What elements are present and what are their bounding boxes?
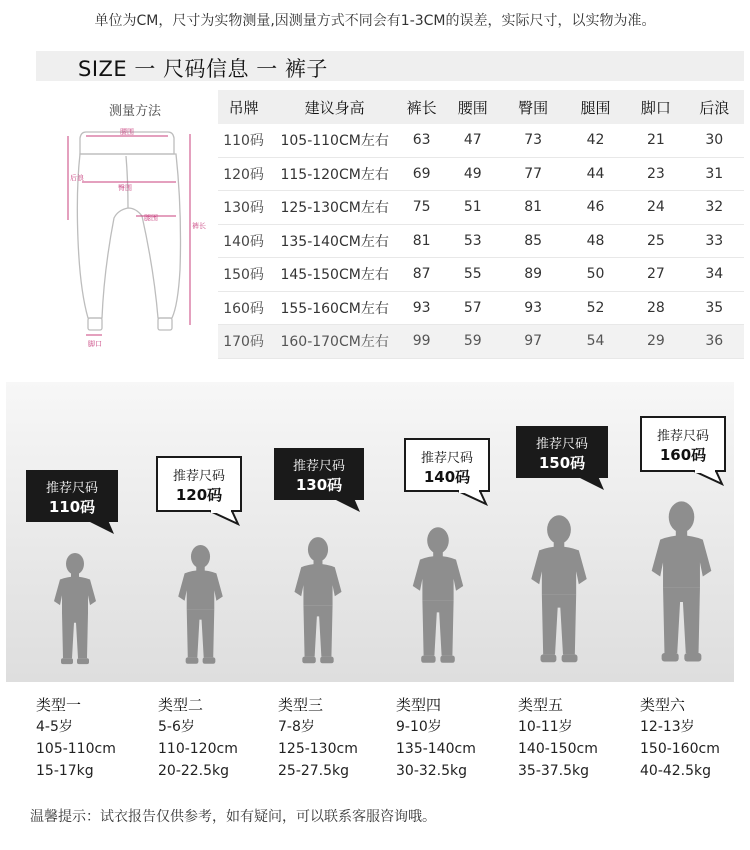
size-table-cell: 130码 — [218, 191, 269, 225]
size-table-cell: 52 — [564, 291, 627, 325]
pants-diagram-svg — [58, 120, 208, 350]
type-height: 125-130cm — [278, 741, 358, 757]
type-height: 135-140cm — [396, 741, 476, 757]
size-table-cell: 54 — [564, 325, 627, 359]
bubble-label: 推荐尺码 — [45, 481, 98, 496]
header-length: 裤长 — [400, 90, 443, 124]
type-age: 7-8岁 — [278, 719, 315, 735]
size-table-cell: 81 — [502, 191, 563, 225]
recommended-size-bubble — [156, 456, 242, 512]
bubble-tail — [576, 476, 606, 492]
size-table-cell: 29 — [627, 325, 684, 359]
bubble-tail — [332, 498, 362, 514]
pants-diagram — [58, 120, 208, 350]
size-table-cell: 81 — [400, 224, 443, 258]
size-table-cell: 48 — [564, 224, 627, 258]
size-table-cell: 145-150CM左右 — [269, 258, 400, 292]
size-table-cell: 89 — [502, 258, 563, 292]
size-table-cell: 46 — [564, 191, 627, 225]
type-height: 140-150cm — [518, 741, 598, 757]
recommended-size-bubble — [516, 426, 608, 478]
type-name: 类型一 — [36, 696, 82, 714]
size-table-cell: 23 — [627, 157, 684, 191]
size-table-cell: 77 — [502, 157, 563, 191]
child-silhouette — [408, 526, 468, 670]
type-name: 类型六 — [640, 696, 686, 714]
measurement-note: 单位为CM，尺寸为实物测量,因测量方式不同会有1-3CM的误差，实际尺寸，以实物为准。 — [94, 13, 656, 29]
type-height: 105-110cm — [36, 741, 116, 757]
bubble-tail — [694, 470, 724, 486]
rise-label: 后浪 — [70, 174, 84, 182]
size-table-cell: 160码 — [218, 291, 269, 325]
type-info — [278, 694, 398, 782]
bubble-tail — [458, 490, 488, 506]
size-table-cell: 75 — [400, 191, 443, 225]
type-weight: 15-17kg — [36, 763, 94, 779]
size-table-cell: 32 — [685, 191, 744, 225]
cuff-label: 脚口 — [88, 340, 102, 348]
size-table-cell: 155-160CM左右 — [269, 291, 400, 325]
child-silhouette — [50, 552, 100, 670]
type-weight: 40-42.5kg — [640, 763, 712, 779]
recommended-size-bubble — [274, 448, 364, 500]
child-silhouette — [646, 500, 717, 670]
size-table-header-row — [218, 90, 744, 124]
size-table-row — [218, 258, 744, 292]
size-table-cell: 30 — [685, 124, 744, 157]
size-title: SIZE 一 尺码信息 一 裤子 — [78, 57, 328, 81]
type-name: 类型四 — [396, 696, 442, 714]
type-info — [518, 694, 638, 782]
size-table-cell: 69 — [400, 157, 443, 191]
type-name: 类型五 — [518, 696, 564, 714]
size-table-cell: 28 — [627, 291, 684, 325]
size-table-cell: 85 — [502, 224, 563, 258]
measure-method-label: 测量方法 — [108, 104, 161, 119]
size-table-row — [218, 224, 744, 258]
header-height: 建议身高 — [269, 90, 400, 124]
type-weight: 35-37.5kg — [518, 763, 590, 779]
size-table-row — [218, 325, 744, 359]
header-rise: 后浪 — [685, 90, 744, 124]
hip-label: 臀围 — [118, 184, 132, 192]
size-table-cell: 140码 — [218, 224, 269, 258]
waist-label: 腰围 — [120, 128, 134, 136]
recommended-size-bubble — [404, 438, 490, 492]
type-weight: 30-32.5kg — [396, 763, 468, 779]
child-silhouette — [526, 514, 592, 670]
header-hip: 臀围 — [502, 90, 563, 124]
size-table-cell: 27 — [627, 258, 684, 292]
size-table-cell: 49 — [443, 157, 502, 191]
header-cuff: 脚口 — [627, 90, 684, 124]
size-table-cell: 110码 — [218, 124, 269, 157]
type-info — [158, 694, 278, 782]
bubble-size: 140码 — [423, 468, 471, 486]
size-table-row — [218, 191, 744, 225]
type-height: 110-120cm — [158, 741, 238, 757]
size-table-cell: 31 — [685, 157, 744, 191]
size-table-cell: 51 — [443, 191, 502, 225]
size-table-cell: 34 — [685, 258, 744, 292]
thigh-label: 腿围 — [144, 214, 158, 222]
size-table-cell: 33 — [685, 224, 744, 258]
type-age: 12-13岁 — [640, 719, 695, 735]
size-table-cell: 160-170CM左右 — [269, 325, 400, 359]
size-table-cell: 99 — [400, 325, 443, 359]
size-table-cell: 93 — [502, 291, 563, 325]
size-table-cell: 115-120CM左右 — [269, 157, 400, 191]
bubble-size: 110码 — [48, 498, 96, 516]
size-table — [218, 90, 744, 359]
bubble-label: 推荐尺码 — [535, 437, 588, 452]
recommended-size-bubble — [26, 470, 118, 522]
size-table-cell: 55 — [443, 258, 502, 292]
type-name: 类型二 — [158, 696, 204, 714]
size-table-cell: 93 — [400, 291, 443, 325]
size-table-cell: 63 — [400, 124, 443, 157]
bubble-label: 推荐尺码 — [656, 429, 709, 444]
size-table-cell: 50 — [564, 258, 627, 292]
size-table-cell: 150码 — [218, 258, 269, 292]
size-table-cell: 97 — [502, 325, 563, 359]
bubble-tail — [210, 510, 240, 526]
child-silhouette — [290, 536, 346, 670]
type-weight: 25-27.5kg — [278, 763, 350, 779]
size-table-row — [218, 291, 744, 325]
size-table-cell: 170码 — [218, 325, 269, 359]
type-weight: 20-22.5kg — [158, 763, 230, 779]
bubble-size: 150码 — [538, 454, 586, 472]
header-tag: 吊牌 — [218, 90, 269, 124]
bubble-size: 120码 — [175, 486, 223, 504]
type-name: 类型三 — [278, 696, 324, 714]
size-table-cell: 57 — [443, 291, 502, 325]
bubble-tail — [86, 520, 116, 536]
type-height: 150-160cm — [640, 741, 720, 757]
fitting-tip: 温馨提示：试衣报告仅供参考，如有疑问，可以联系客服咨询哦。 — [30, 809, 436, 825]
type-age: 9-10岁 — [396, 719, 442, 735]
size-table-row — [218, 157, 744, 191]
type-age: 4-5岁 — [36, 719, 73, 735]
type-age: 5-6岁 — [158, 719, 195, 735]
type-info — [36, 694, 156, 782]
size-table-cell: 44 — [564, 157, 627, 191]
bubble-size: 130码 — [295, 476, 343, 494]
bubble-label: 推荐尺码 — [172, 469, 225, 484]
type-age: 10-11岁 — [518, 719, 573, 735]
size-table-cell: 135-140CM左右 — [269, 224, 400, 258]
size-table-cell: 87 — [400, 258, 443, 292]
type-info — [396, 694, 516, 782]
size-table-cell: 59 — [443, 325, 502, 359]
size-table-cell: 35 — [685, 291, 744, 325]
size-table-row — [218, 124, 744, 157]
title-bar — [36, 51, 744, 81]
size-table-cell: 24 — [627, 191, 684, 225]
size-table-cell: 47 — [443, 124, 502, 157]
size-table-cell: 105-110CM左右 — [269, 124, 400, 157]
kids-type-panel — [6, 382, 734, 682]
size-table-cell: 21 — [627, 124, 684, 157]
size-table-cell: 125-130CM左右 — [269, 191, 400, 225]
size-table-cell: 42 — [564, 124, 627, 157]
bubble-label: 推荐尺码 — [292, 459, 345, 474]
child-silhouette — [174, 544, 227, 670]
size-table-cell: 25 — [627, 224, 684, 258]
bubble-size: 160码 — [659, 446, 707, 464]
size-table-cell: 120码 — [218, 157, 269, 191]
size-table-cell: 53 — [443, 224, 502, 258]
type-info — [640, 694, 750, 782]
size-table-cell: 36 — [685, 325, 744, 359]
size-table-cell: 73 — [502, 124, 563, 157]
header-thigh: 腿围 — [564, 90, 627, 124]
length-label: 裤长 — [192, 222, 206, 230]
recommended-size-bubble — [640, 416, 726, 472]
header-waist: 腰围 — [443, 90, 502, 124]
bubble-label: 推荐尺码 — [420, 451, 473, 466]
